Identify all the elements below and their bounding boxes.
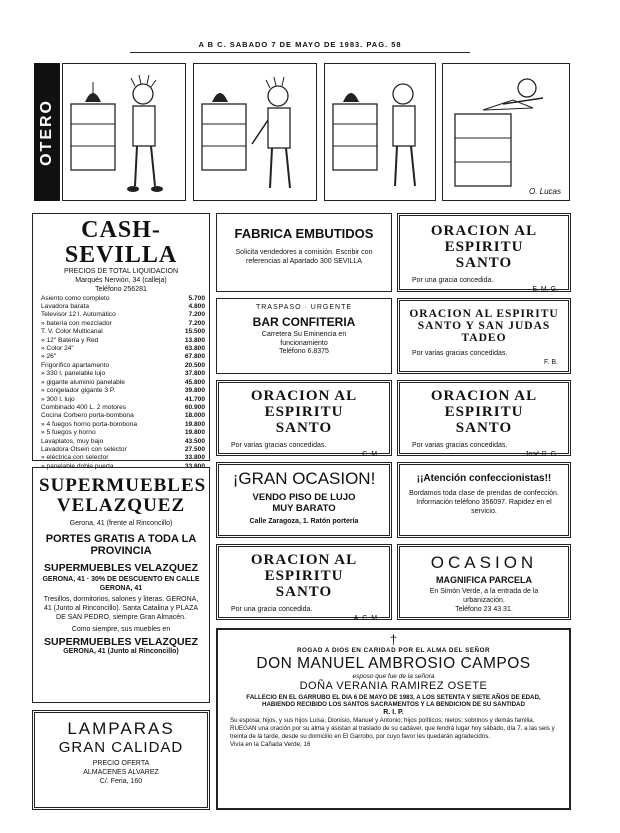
supermuebles-como: Como siempre, sus muebles en — [71, 625, 171, 633]
cash-item-label: Frigorífico apartamento — [41, 361, 110, 369]
gran-ocasion-ad — [216, 462, 392, 538]
esquela-esposo: esposo que fue de la señora — [352, 673, 435, 680]
comic-drawing-1 — [63, 64, 187, 202]
parcela-line-1: MAGNIFICA PARCELA — [436, 575, 532, 585]
page-header: A B C. SABADO 7 DE MAYO DE 1983. PAG. 58 — [198, 40, 402, 49]
cash-item-price: 20.500 — [184, 361, 205, 369]
cash-item-price: 67.800 — [184, 353, 205, 361]
gran-ocasion-body: Calle Zaragoza, 1. Ratón portería — [249, 518, 359, 525]
cash-item-price: 39.800 — [184, 387, 205, 395]
lamparas-line-3: C/. Feria, 160 — [99, 777, 143, 785]
supermuebles-address: Gerona, 41 (frente al Rinconcillo) — [69, 519, 173, 527]
supermuebles-title: SUPERMUEBLES VELAZQUEZ — [39, 475, 207, 516]
esquela-pre: ROGAD A DIOS EN CARIDAD POR EL ALMA DEL SEÑOR — [296, 647, 491, 654]
atencion-title: ¡¡Atención confeccionistas!! — [416, 473, 552, 484]
oracion-1-sign: E. M. G. — [532, 286, 558, 293]
cash-item-label: Combinado 400 L. 2 motores — [41, 403, 127, 411]
cash-item-label: » 300 l. lujo — [41, 395, 75, 403]
parcela-tel: Teléfono 23 43 31. — [455, 605, 513, 613]
oracion-ad-2 — [397, 298, 571, 374]
supermuebles-descuento: GERONA, 41 · 30% DE DESCUENTO EN CALLE GERONA, 41 — [42, 575, 200, 592]
cash-item-label: Lavadora barata — [41, 303, 90, 311]
cash-item-label: » 26" — [41, 353, 57, 361]
cash-item-price: 7.200 — [188, 311, 205, 319]
cash-item-label: » 330 l. panelable lujo — [41, 370, 106, 378]
cash-header-line: Teléfono 256281 — [95, 285, 147, 293]
fabrica-body: Solicita vendedores a comisión. Escribir con referencias al Apartado 300 SEVILLA — [235, 249, 373, 265]
cash-title: CASH-SEVILLA — [64, 217, 178, 269]
atencion-confeccionistas-ad — [397, 462, 571, 538]
cash-item-price: 18.000 — [184, 412, 205, 420]
cash-price-list — [33, 295, 209, 472]
comic-signature: O. Lucas — [528, 187, 561, 196]
cash-price-row — [33, 421, 209, 429]
traspaso-tel: Teléfono 6.8375 — [279, 348, 329, 356]
cash-item-price: 19.800 — [184, 420, 205, 428]
cash-price-row — [33, 295, 209, 303]
esquela-ad — [216, 628, 571, 810]
oracion-2-sign: F. B. — [543, 358, 558, 366]
cash-price-row — [33, 328, 209, 336]
oracion-ad-3 — [216, 380, 392, 456]
cash-price-row — [33, 412, 209, 420]
cash-price-row — [33, 320, 209, 328]
cash-item-label: » 5 fuegos y horno — [41, 429, 96, 437]
traspaso-body: Carretera Su Eminencia en funcionamiento — [261, 330, 347, 347]
cash-item-label: » panelable doble puerta — [41, 462, 114, 470]
cash-item-label: Lavaplatos, muy bajo — [41, 437, 104, 445]
esquela-address: Vivía en la Cañada Verde, 16 — [230, 741, 311, 749]
traspaso-top: TRASPASO · URGENTE — [255, 304, 353, 311]
oracion-5-sign: A. C. M. — [353, 615, 379, 622]
cash-price-row — [33, 387, 209, 395]
traspaso-title: BAR CONFITERIA — [252, 314, 356, 329]
oracion-2-title: ORACION AL ESPIRITU SANTO Y SAN JUDAS TADEO — [409, 308, 559, 345]
cash-price-row — [33, 362, 209, 370]
comic-panel-2 — [193, 63, 317, 201]
cash-price-row — [33, 379, 209, 387]
oracion-1-body: Por una gracia concedida. — [412, 277, 494, 285]
cash-item-price: 19.800 — [184, 429, 205, 437]
lamparas-title-2: GRAN CALIDAD — [58, 739, 184, 756]
oracion-3-sign: C. M. — [362, 451, 379, 458]
oracion-4-body: Por varias gracias concedidas. — [412, 442, 508, 450]
oracion-ad-1 — [397, 213, 571, 292]
lamparas-line-2: ALMACENES ALVAREZ — [83, 768, 159, 776]
traspaso-ad — [216, 298, 392, 374]
lamparas-title-1: LAMPARAS — [67, 719, 175, 738]
parcela-ad — [397, 544, 571, 620]
header-rule — [130, 52, 470, 53]
gran-ocasion-title: ¡GRAN OCASION! — [232, 469, 376, 488]
comic-panel-1 — [62, 63, 186, 201]
cash-item-label: » 12" Batería y Red — [41, 336, 99, 344]
esquela-family: Su esposa; hijos, y sus hijos Luisa, Dionisio, Manuel y Antonio; hijos políticos; nietos; sobrinos y demás familia. — [230, 716, 535, 724]
cash-item-label: » eléctrica con selector — [41, 454, 109, 462]
cash-item-price: 7.200 — [188, 319, 205, 327]
cash-price-row — [33, 303, 209, 311]
oracion-ad-5 — [216, 544, 392, 620]
oracion-5-body: Por una gracia concedida. — [231, 606, 313, 614]
cash-item-label: Cocina Corbero porta-bombona — [41, 412, 134, 420]
comic-panel-4 — [442, 63, 570, 201]
supermuebles-name-3: SUPERMUEBLES VELAZQUEZ — [43, 636, 198, 649]
cash-item-price: 43.500 — [184, 437, 205, 445]
cash-header-lines — [33, 268, 209, 294]
cash-price-row — [33, 446, 209, 454]
comic-drawing-2 — [194, 64, 318, 202]
cash-item-price: 33.800 — [184, 454, 205, 462]
oracion-4-sign: José R. G. — [524, 451, 558, 458]
oracion-2-body: Por varias gracias concedidas. — [412, 350, 508, 358]
cash-price-row — [33, 396, 209, 404]
cash-item-label: » batería con mezclador — [41, 319, 112, 327]
cash-item-price: 45.800 — [184, 378, 205, 386]
atencion-body: Bordamos toda clase de prendas de confección. Información teléfono 356097. Rapidez en el servicio. — [409, 490, 559, 515]
cash-item-label: » 4 fuegos horno porta-bombona — [41, 420, 138, 428]
cash-header-line: PRECIOS DE TOTAL LIQUIDACION — [63, 268, 179, 276]
cash-price-row — [33, 404, 209, 412]
cash-item-price: 33.800 — [184, 462, 205, 470]
gran-ocasion-line-2: MUY BARATO — [272, 503, 336, 514]
esquela-ruegan: RUEGAN una oración por su alma y asistan al traslado de su cadáver, que tendrá lugar hoy sábado, día 7, a las seis y treinta de la tarde, desde su domicilio en El Garrobo, por cuyo favor les quedarán agradecidos. — [230, 725, 555, 740]
cash-item-price: 4.800 — [188, 303, 205, 311]
lamparas-line-1: PRECIO OFERTA — [92, 760, 150, 767]
cash-item-label: T. V. Color Multicanal — [41, 328, 103, 336]
cash-item-price: 60.900 — [184, 403, 205, 411]
comic-drawing-4 — [443, 64, 571, 202]
esquela-fallecio: FALLECIO EN EL GARRUBO EL DIA 6 DE MAYO DE 1983, A LOS SETENTA Y SIETE AÑOS DE EDAD, HABIENDO RECIBIDO LOS SANTOS SACRAMENTOS Y LA BENDICION DE SU SANTIDAD — [246, 694, 541, 709]
comic-brand: OTERO — [38, 98, 55, 166]
oracion-5-title: ORACION AL ESPIRITU SANTO — [250, 552, 358, 600]
cash-item-label: Televisor 12 l. Automático — [41, 311, 116, 319]
cash-item-label: » Color 24" — [41, 345, 74, 353]
cash-sevilla-ad — [32, 213, 210, 470]
cash-item-price: 63.800 — [184, 345, 205, 353]
cash-price-row — [33, 345, 209, 353]
supermuebles-name-2: SUPERMUEBLES VELAZQUEZ — [43, 561, 198, 574]
cash-item-price: 41.700 — [184, 395, 205, 403]
parcela-body: En Simón Verde, a la entrada de la urbanización. — [429, 588, 539, 604]
supermuebles-body: Tresillos, dormitorios, salones y literas. GERONA, 41 (Junto al Rinconcillo). Santa Catalina y PLAZA DE SAN PEDRO, siempre Gran Almacén. — [43, 596, 199, 621]
cash-price-row — [33, 454, 209, 462]
supermuebles-address-3: GERONA, 41 (Junto al Rinconcillo) — [63, 648, 179, 656]
supermuebles-ad — [32, 467, 210, 703]
oracion-3-title: ORACION AL ESPIRITU SANTO — [250, 388, 358, 436]
comic-panel-3 — [324, 63, 436, 201]
cash-item-label: Lavadora Otsein con selector — [41, 445, 127, 453]
oracion-ad-4 — [397, 380, 571, 456]
cash-item-label: » gigante aluminio panelable — [41, 378, 125, 386]
fabrica-embutidos-ad — [216, 213, 392, 292]
comic-brand-panel — [34, 63, 60, 201]
esquela-wife: DOÑA VERANIA RAMIREZ OSETE — [299, 680, 488, 692]
cash-price-row — [33, 353, 209, 361]
esquela-name: DON MANUEL AMBROSIO CAMPOS — [256, 655, 531, 672]
cash-item-label: Asiento como completo — [41, 294, 110, 302]
cash-header-line: Marqués Nervión, 34 (calleja) — [75, 277, 167, 285]
parcela-title: OCASION — [430, 553, 538, 572]
cash-price-row — [33, 337, 209, 345]
cash-item-label: » congelador gigante 3 P. — [41, 387, 116, 395]
oracion-3-body: Por varias gracias concedidas. — [231, 442, 327, 450]
cash-item-price: 37.800 — [184, 370, 205, 378]
cash-item-price: 27.500 — [184, 445, 205, 453]
gran-ocasion-line-1: VENDO PISO DE LUJO — [252, 492, 356, 503]
oracion-4-title: ORACION AL ESPIRITU SANTO — [430, 388, 538, 436]
comic-drawing-3 — [325, 64, 437, 202]
cash-price-row — [33, 311, 209, 319]
esquela-rip: R. I. P. — [383, 708, 404, 716]
esquela-cross-icon: † — [389, 632, 398, 647]
cash-item-price: 13.800 — [184, 336, 205, 344]
lamparas-ad — [32, 710, 210, 810]
cash-price-row — [33, 438, 209, 446]
supermuebles-portes: PORTES GRATIS A TODA LA PROVINCIA — [45, 532, 197, 558]
cash-price-row — [33, 429, 209, 437]
cash-item-price: 15.500 — [184, 328, 205, 336]
fabrica-title: FABRICA EMBUTIDOS — [234, 226, 374, 241]
oracion-1-title: ORACION AL ESPIRITU SANTO — [430, 223, 538, 271]
cash-item-price: 5.700 — [188, 294, 205, 302]
cash-price-row — [33, 370, 209, 378]
